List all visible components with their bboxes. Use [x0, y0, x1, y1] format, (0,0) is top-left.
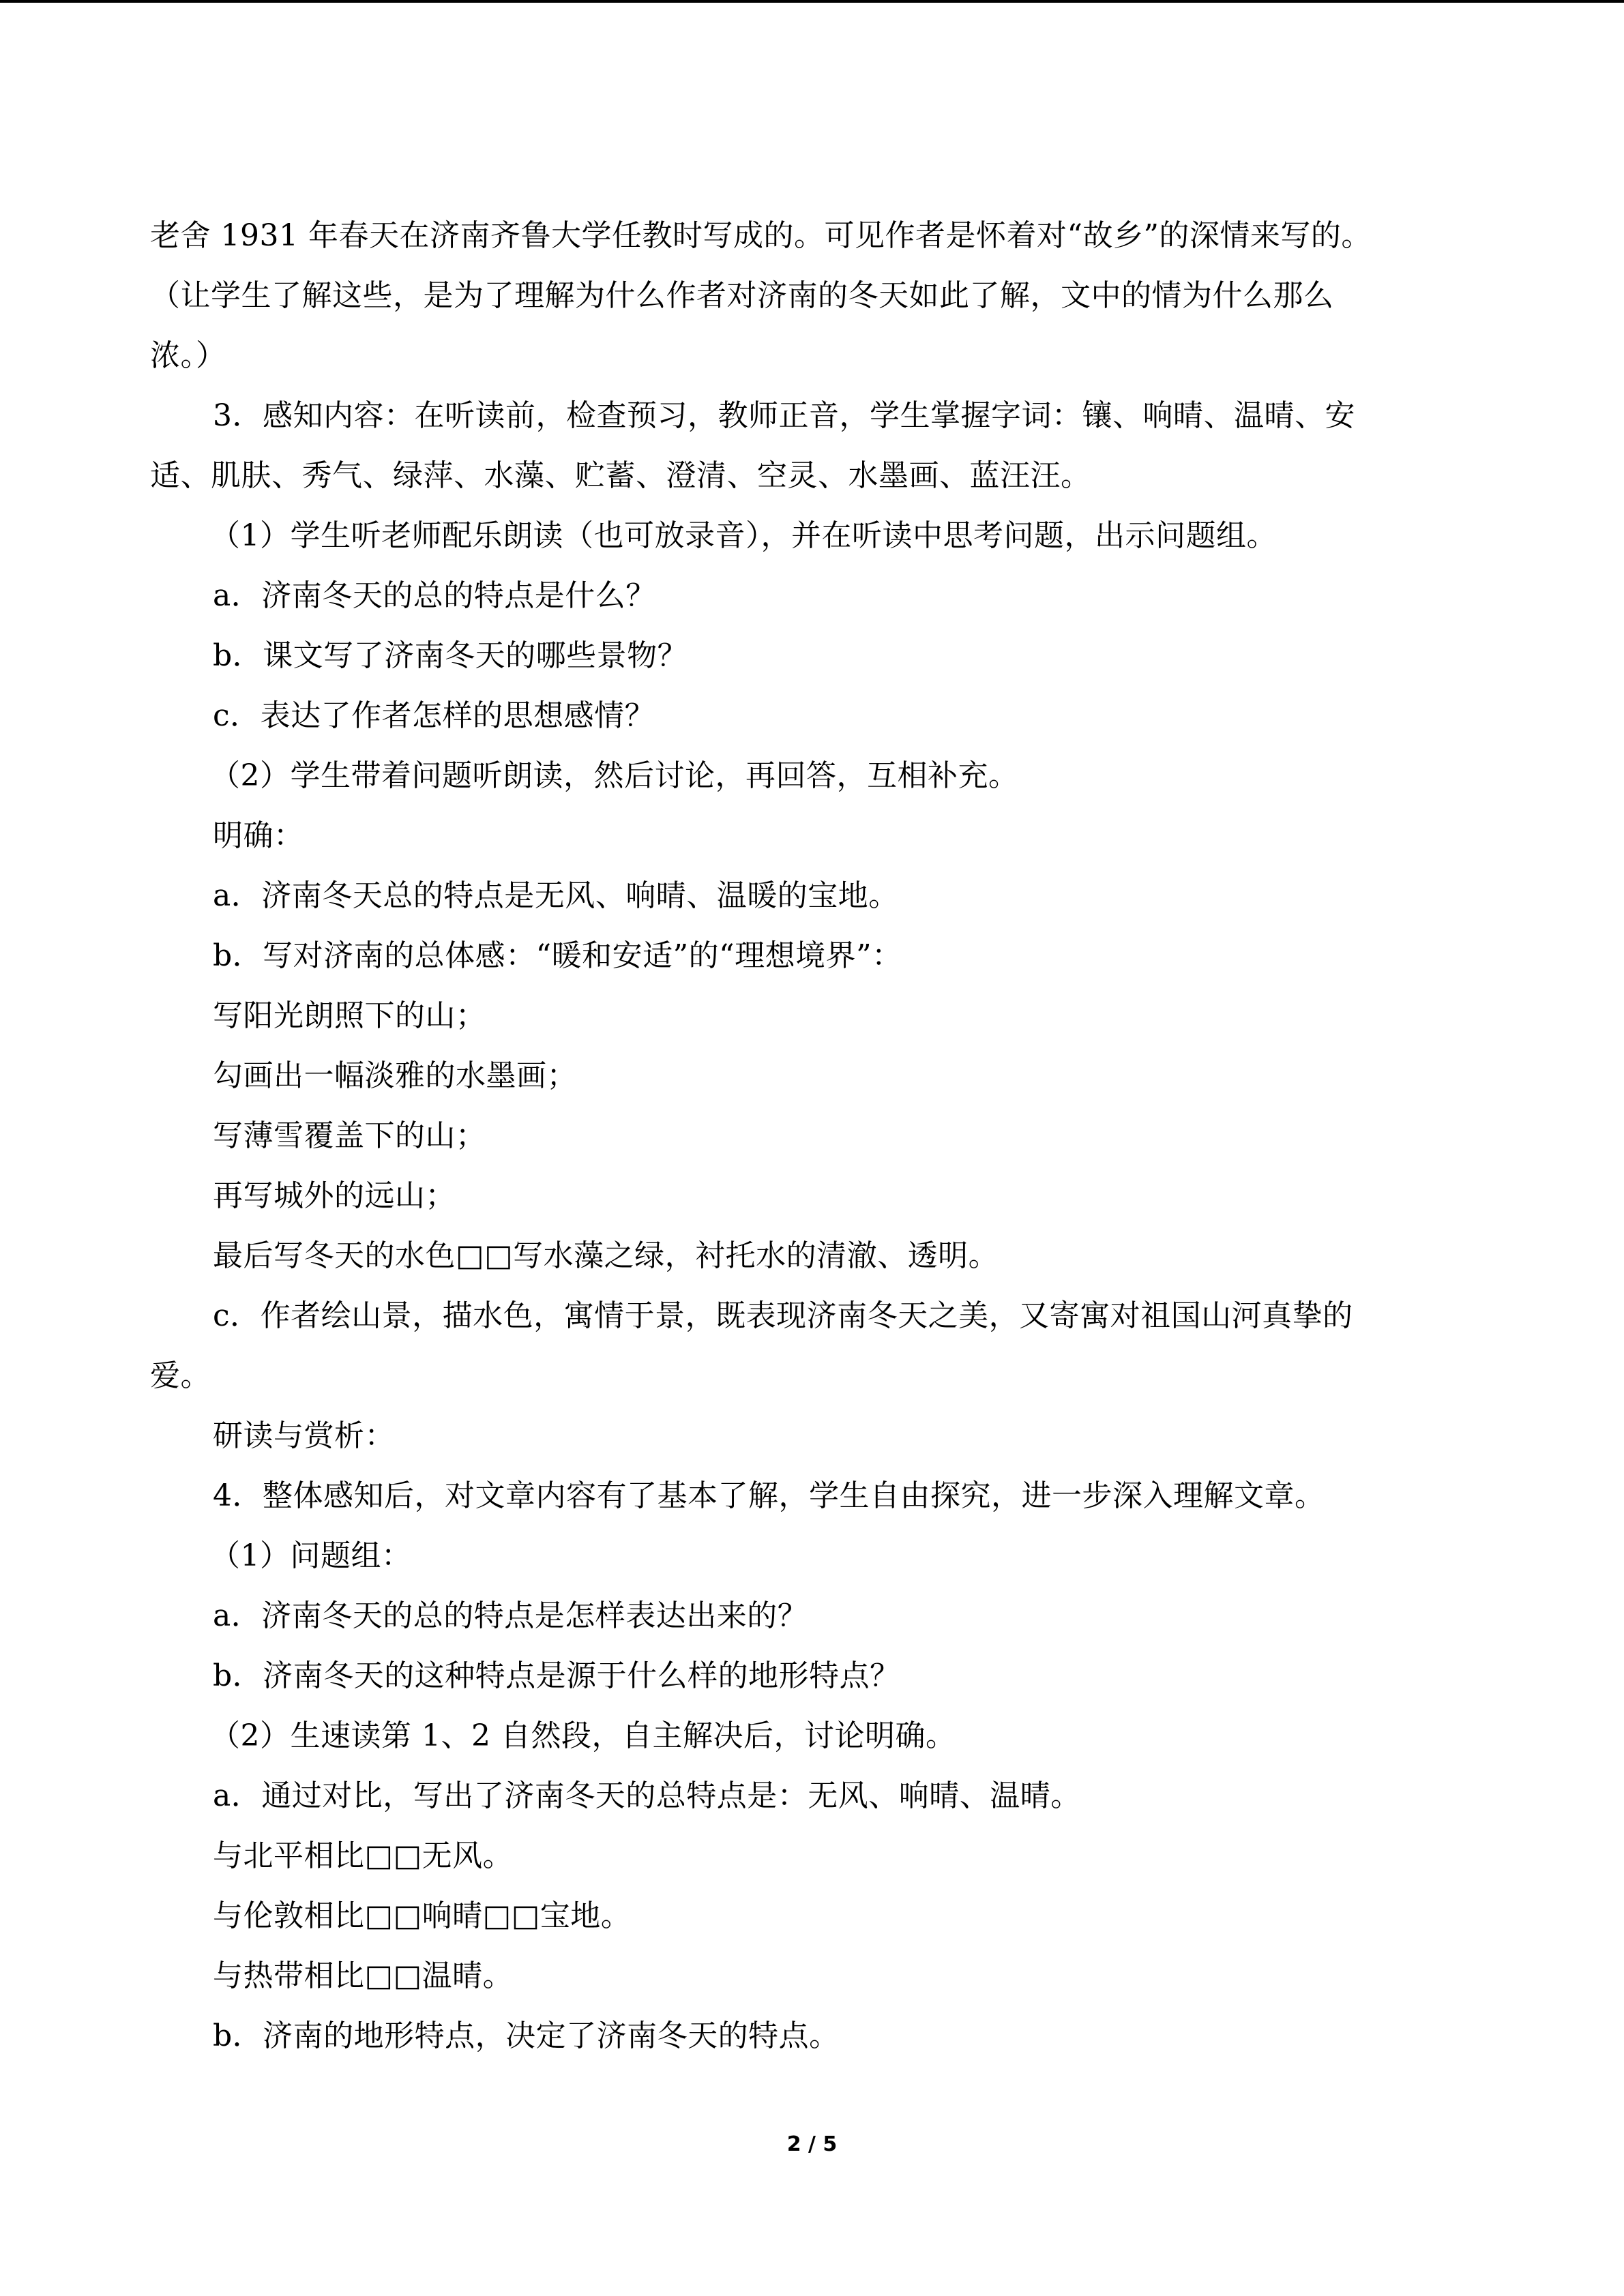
text-line: a．济南冬天总的特点是无风、响晴、温暖的宝地。: [213, 878, 899, 913]
text-line: c．作者绘山景，描水色，寓情于景，既表现济南冬天之美，又寄寓对祖国山河真挚的: [213, 1298, 1353, 1333]
text-line: 再写城外的远山；: [213, 1178, 456, 1213]
text-line: 明确：: [213, 818, 304, 853]
text-line: （1）问题组：: [210, 1538, 412, 1573]
text-line: （2）生速读第 1、2 自然段，自主解决后，讨论明确。: [210, 1718, 956, 1753]
text-line: 3．感知内容：在听读前，检查预习，教师正音，学生掌握字词：镶、响晴、温晴、安: [213, 398, 1355, 433]
text-line: b．济南冬天的这种特点是源于什么样的地形特点？: [213, 1658, 900, 1693]
text-line: 浓。）: [150, 338, 226, 373]
text-line: a．通过对比，写出了济南冬天的总特点是：无风、响晴、温晴。: [213, 1778, 1081, 1813]
text-line: 适、肌肤、秀气、绿萍、水藻、贮蓄、澄清、空灵、水墨画、蓝汪汪。: [150, 458, 1091, 493]
text-line: （1）学生听老师配乐朗读（也可放录音），并在听读中思考问题，出示问题组。: [210, 518, 1277, 553]
text-line: b．济南的地形特点，决定了济南冬天的特点。: [213, 2018, 840, 2053]
text-line: 最后写冬天的水色□□写水藻之绿，衬托水的清澈、透明。: [213, 1238, 999, 1273]
text-line: 写阳光朗照下的山；: [213, 998, 486, 1033]
text-line: c．表达了作者怎样的思想感情？: [213, 698, 655, 733]
document-body: [150, 206, 1446, 2066]
text-line: 4．整体感知后，对文章内容有了基本了解，学生自由探究，进一步深入理解文章。: [213, 1478, 1325, 1513]
text-line: （让学生了解这些，是为了理解为什么作者对济南的冬天如此了解，文中的情为什么那么: [150, 278, 1334, 313]
text-line: 与热带相比□□温晴。: [213, 1958, 514, 1993]
text-line: （2）学生带着问题听朗读，然后讨论，再回答，互相补充。: [210, 758, 1019, 793]
text-line: 勾画出一幅淡雅的水墨画；: [213, 1058, 577, 1093]
text-line: a．济南冬天的总的特点是怎样表达出来的？: [213, 1598, 808, 1633]
page-top-border: [0, 0, 1624, 3]
text-line: 爱。: [150, 1358, 211, 1393]
text-line: 写薄雪覆盖下的山；: [213, 1118, 486, 1153]
text-line: 与伦敦相比□□响晴□□宝地。: [213, 1898, 632, 1933]
text-line: 研读与赏析：: [213, 1418, 395, 1453]
page-number: 2 / 5: [786, 2132, 838, 2156]
text-line: a．济南冬天的总的特点是什么？: [213, 578, 656, 613]
text-line: b．写对济南的总体感：“暖和安适”的“理想境界”：: [213, 938, 902, 973]
text-line: b．课文写了济南冬天的哪些景物？: [213, 638, 688, 673]
text-line: 老舍 1931 年春天在济南齐鲁大学任教时写成的。可见作者是怀着对“故乡”的深情来写的。: [150, 218, 1372, 253]
text-line: 与北平相比□□无风。: [213, 1838, 514, 1873]
